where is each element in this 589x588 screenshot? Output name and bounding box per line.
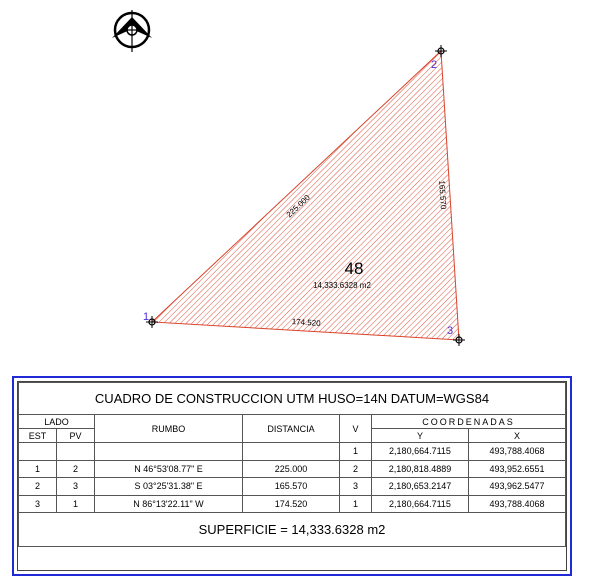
- cell-rumbo: N 46°53'08.77" E: [95, 460, 243, 478]
- cell-rumbo: N 86°13'22.11" W: [95, 495, 243, 513]
- cell-distancia: 165.570: [243, 478, 340, 496]
- vertex-label-1: 1: [143, 311, 150, 323]
- cell-distancia: 225.000: [243, 460, 340, 478]
- header-pv: PV: [57, 429, 95, 443]
- header-est: EST: [19, 429, 57, 443]
- lot-area: 14,333.6328 m2: [313, 281, 371, 290]
- side-label-1-2: 225.000: [284, 192, 312, 220]
- cell-x: 493,962.5477: [469, 478, 566, 496]
- cell-v: 3: [340, 478, 372, 496]
- cell-x: 493,952.6551: [469, 460, 566, 478]
- cell-distancia: [243, 443, 340, 461]
- cell-x: 493,788.4068: [469, 495, 566, 513]
- cell-pv: 3: [57, 478, 95, 496]
- cell-x: 493,788.4068: [469, 443, 566, 461]
- vertex-label-3: 3: [447, 325, 454, 337]
- cell-rumbo: S 03°25'31.38" E: [95, 478, 243, 496]
- cell-v: 1: [340, 495, 372, 513]
- table-row: [19, 478, 566, 496]
- cell-est: [19, 443, 57, 461]
- table-row: [19, 460, 566, 478]
- cell-est: 2: [19, 478, 57, 496]
- cell-pv: 1: [57, 495, 95, 513]
- table-row: [19, 443, 566, 461]
- cell-rumbo: [95, 443, 243, 461]
- cell-pv: [57, 443, 95, 461]
- cell-y: 2,180,664.7115: [372, 495, 469, 513]
- header-v: V: [340, 415, 372, 443]
- north-arrow-icon: [112, 10, 152, 52]
- cell-est: 1: [19, 460, 57, 478]
- cell-y: 2,180,653.2147: [372, 478, 469, 496]
- header-rumbo: RUMBO: [95, 415, 243, 443]
- header-coordenadas: COORDENADAS: [372, 415, 566, 429]
- construction-table-frame: [12, 376, 572, 576]
- cell-distancia: 174.520: [243, 495, 340, 513]
- cell-y: 2,180,664.7115: [372, 443, 469, 461]
- superficie-total: SUPERFICIE = 14,333.6328 m2: [19, 513, 566, 547]
- header-y: Y: [372, 429, 469, 443]
- side-label-3-1: 174.520: [291, 317, 321, 328]
- header-distancia: DISTANCIA: [243, 415, 340, 443]
- construction-table-inner: [17, 381, 567, 571]
- construction-table: [18, 382, 566, 547]
- cell-v: 1: [340, 443, 372, 461]
- cell-y: 2,180,818.4889: [372, 460, 469, 478]
- header-x: X: [469, 429, 566, 443]
- cell-v: 2: [340, 460, 372, 478]
- cell-est: 3: [19, 495, 57, 513]
- table-title: CUADRO DE CONSTRUCCION UTM HUSO=14N DATUM=WGS84: [19, 383, 566, 415]
- side-label-2-3: 165.570: [437, 180, 448, 210]
- header-lado: LADO: [19, 415, 95, 429]
- vertex-label-2: 2: [431, 59, 438, 71]
- table-row: [19, 495, 566, 513]
- cell-pv: 2: [57, 460, 95, 478]
- lot-number: 48: [344, 259, 364, 278]
